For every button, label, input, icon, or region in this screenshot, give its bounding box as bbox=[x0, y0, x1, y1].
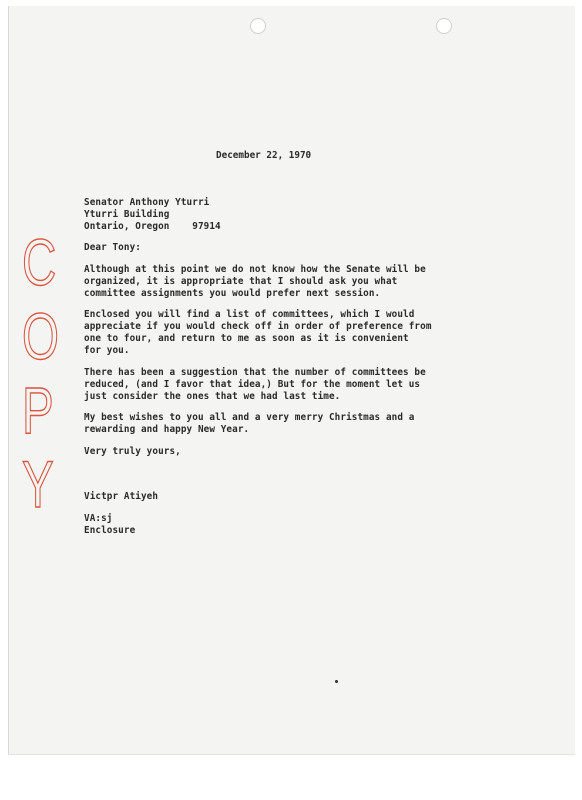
copy-stamp bbox=[22, 225, 59, 521]
ink-speck bbox=[335, 680, 338, 683]
body-line: for you. bbox=[84, 345, 130, 356]
salutation: Dear Tony: bbox=[84, 242, 141, 253]
punch-hole bbox=[436, 18, 452, 34]
enclosure-note: Enclosure bbox=[84, 525, 136, 536]
body-line: Enclosed you will find a list of committees, which I would bbox=[84, 309, 415, 320]
body-line: committee assignments you would prefer next session. bbox=[84, 288, 381, 299]
stamp-letter: P bbox=[22, 373, 54, 447]
stamp-letter: O bbox=[22, 299, 59, 373]
body-line: just consider the ones that we had last time. bbox=[84, 391, 341, 402]
body-line: My best wishes to you all and a very merry Christmas and a bbox=[84, 412, 415, 423]
address-line: Yturri Building bbox=[84, 209, 170, 220]
stamp-letter: Y bbox=[22, 447, 54, 521]
body-line: one to four, and return to me as soon as it is convenient bbox=[84, 333, 409, 344]
initials: VA:sj bbox=[84, 513, 113, 524]
closing: Very truly yours, bbox=[84, 446, 181, 457]
body-line: appreciate if you would check off in order of preference from bbox=[84, 321, 432, 332]
body-line: organized, it is appropriate that I should ask you what bbox=[84, 276, 398, 287]
body-line: Although at this point we do not know how the Senate will be bbox=[84, 264, 426, 275]
letter-date: December 22, 1970 bbox=[216, 150, 312, 161]
body-line: reduced, (and I favor that idea,) But for the moment let us bbox=[84, 379, 421, 390]
stamp-letter: C bbox=[22, 225, 57, 299]
address-line: Ontario, Oregon 97914 bbox=[84, 221, 221, 232]
body-line: There has been a suggestion that the number of committees be bbox=[84, 367, 426, 378]
address-line: Senator Anthony Yturri bbox=[84, 197, 210, 208]
punch-hole bbox=[250, 18, 266, 34]
body-line: rewarding and happy New Year. bbox=[84, 424, 250, 435]
signature-name: Victpr Atiyeh bbox=[84, 491, 159, 502]
